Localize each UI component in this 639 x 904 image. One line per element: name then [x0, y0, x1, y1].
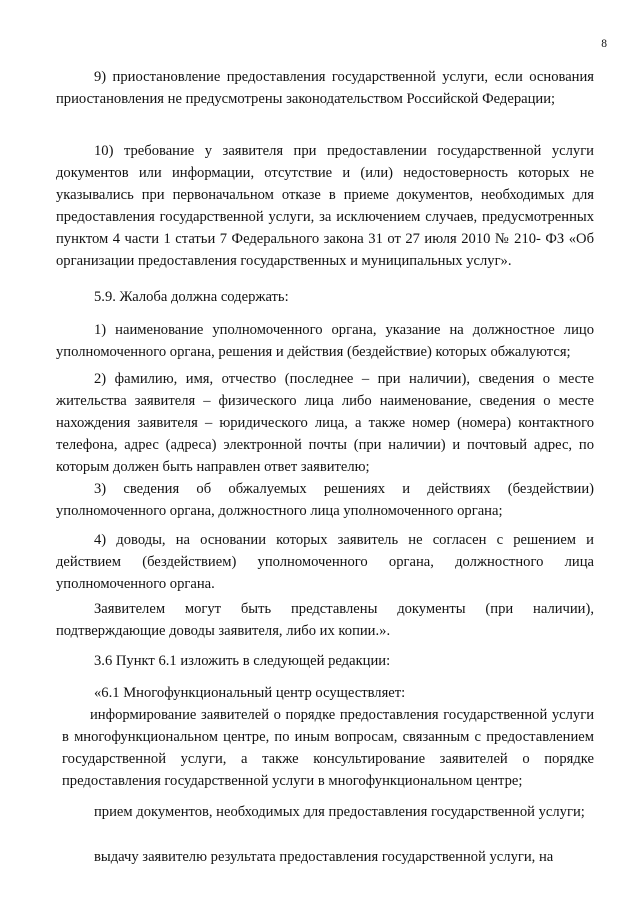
- paragraph-section-5-9: 5.9. Жалоба должна содержать:: [94, 289, 289, 305]
- paragraph-complaint-item-4: 4) доводы, на основании которых заявитель не согласен с решением и действием (бездействием) уполномоченного органа, должностного лица уполномоченного органа.: [56, 532, 594, 592]
- paragraph-applicant-documents: Заявителем могут быть представлены документы (при наличии), подтверждающие доводы заявителя, либо их копии.».: [56, 601, 594, 639]
- paragraph-complaint-item-3: 3) сведения об обжалуемых решениях и действиях (бездействии) уполномоченного органа, должностного лица уполномоченного органа;: [56, 481, 594, 519]
- paragraph-complaint-item-1: 1) наименование уполномоченного органа, указание на должностное лицо уполномоченного органа, решения и действия (бездействие) которых обжалуются;: [56, 322, 594, 360]
- paragraph-item-10: 10) требование у заявителя при предоставлении государственной услуги документов или информации, отсутствие и (или) недостоверность которых не указывались при первоначальном отказе в приеме документов, необходимых для предоставления государственной услуги, за исключением случаев, предусмотренных пунктом 4 части 1 статьи 7 Федерального закона 31 от 27 июля 2010 № 210- ФЗ «Об организации предоставления государственных и муниципальных услуг».: [56, 143, 594, 269]
- paragraph-document-intake: прием документов, необходимых для предоставления государственной услуги;: [94, 804, 585, 820]
- paragraph-item-9: 9) приостановление предоставления государственной услуги, если основания приостановления не предусмотрены законодательством Российской Федерации;: [56, 69, 594, 107]
- paragraph-result-issuance: выдачу заявителю результата предоставления государственной услуги, на: [94, 849, 554, 865]
- paragraph-complaint-item-2: 2) фамилию, имя, отчество (последнее – при наличии), сведения о месте жительства заявителя – физического лица либо наименование, сведения о месте нахождения заявителя – юридического лица, а также номер (номера) контактного телефона, адрес (адреса) электронной почты (при наличии) и почтовый адрес, по которым должен быть направлен ответ заявителю;: [56, 371, 594, 475]
- paragraph-informing: информирование заявителей о порядке предоставления государственной услуги в многофункциональном центре, по иным вопросам, связанным с предоставлением государственной услуги, а также консультирование заявителей о порядке предоставления государственной услуги в многофункциональном центре;: [62, 707, 594, 789]
- paragraph-clause-6-1: «6.1 Многофункциональный центр осуществляет:: [94, 685, 406, 701]
- page-number: 8: [601, 38, 607, 50]
- paragraph-section-3-6: 3.6 Пункт 6.1 изложить в следующей редакции:: [94, 653, 391, 669]
